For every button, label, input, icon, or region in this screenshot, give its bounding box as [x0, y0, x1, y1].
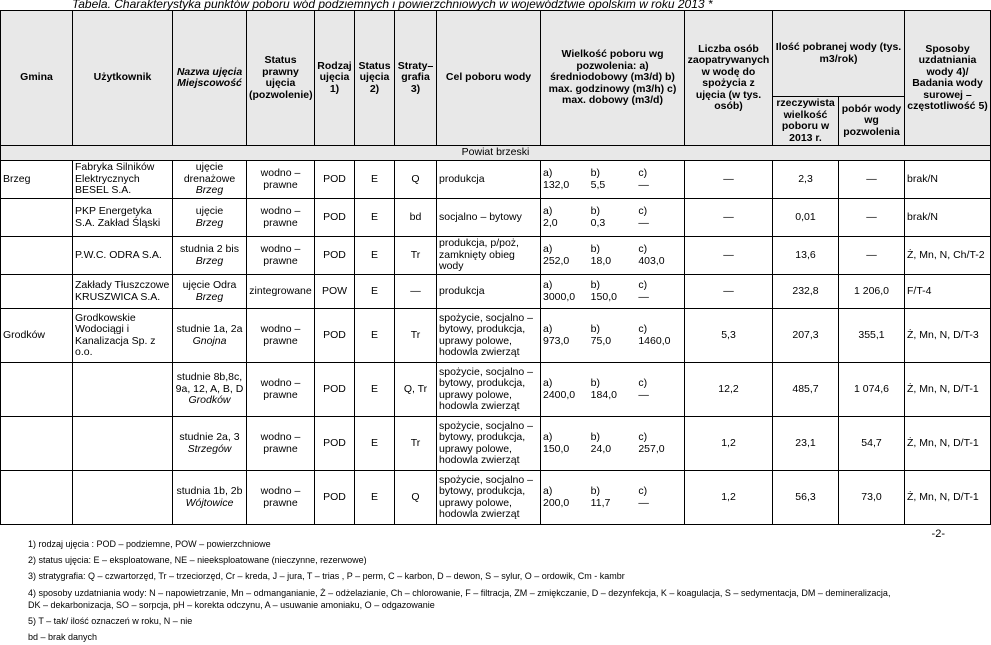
value-b: 11,7: [590, 496, 611, 509]
footnote: 4) sposoby uzdatniania wody: N – napowietrzanie, Mn – odmanganianie, Ż – odżelazianie, Ch – chlorowanie, F – filtracja, ZM – zmiękczanie, D – dezynfekcja, K – koagulacja, S – sedymentacja, DM – demineralizacja,: [28, 587, 891, 598]
table-row: [1, 363, 991, 417]
cell-cel: spożycie, socjalno – bytowy, produkcja, uprawy polowe, hodowla zwierząt: [437, 417, 541, 471]
footnote: DK – dekarbonizacja, SO – sorpcja, pH – korekta odczynu, A – usuwanie amoniaku, O – odgazowanie: [28, 599, 435, 610]
cell-wielkosc: [541, 275, 685, 309]
value-a: 150,0: [543, 442, 570, 455]
header-stratygrafia: Straty– grafia 3): [395, 11, 437, 146]
label-a: a): [543, 431, 553, 443]
cell-uzytkownik: [73, 417, 173, 471]
cell-status: E: [355, 199, 395, 237]
value-a: 2400,0: [543, 388, 576, 401]
cell-wielkosc: [541, 161, 685, 199]
page-number: -2-: [931, 528, 945, 540]
value-b: 0,3: [590, 216, 606, 229]
header-nazwa: Nazwa ujęcia Miejscowość: [173, 11, 247, 146]
cell-status: E: [355, 417, 395, 471]
table-row: [1, 199, 991, 237]
table-row: [1, 309, 991, 363]
cell-sposoby: Ż, Mn, N, D/T-1: [905, 417, 991, 471]
cell-uzytkownik: Grodkowskie Wodociągi i Kanalizacja Sp. z o.o.: [73, 309, 173, 363]
cell-cel: produkcja, p/poż, zamknięty obieg wody: [437, 237, 541, 275]
value-c: —: [638, 388, 649, 401]
cell-uzytkownik: P.W.C. ODRA S.A.: [73, 237, 173, 275]
cell-stratygrafia: —: [395, 275, 437, 309]
cell-status-prawny: wodno – prawne: [247, 417, 315, 471]
cell-uzytkownik: Fabryka Silników Elektrycznych BESEL S.A.: [73, 161, 173, 199]
cell-status: E: [355, 275, 395, 309]
table-row: [1, 275, 991, 309]
cell-gmina: Brzeg: [1, 161, 73, 199]
table-row: [1, 237, 991, 275]
value-c: —: [638, 178, 649, 191]
value-c: 403,0: [638, 254, 665, 267]
header-rzeczywista: rzeczywista wielkość poboru w 2013 r.: [773, 97, 839, 146]
cell-wielkosc: [541, 417, 685, 471]
value-c: —: [638, 216, 649, 229]
cell-pobor: 54,7: [839, 417, 905, 471]
intake-name: studnie 8b,8c, 9a, 12, A, B, D: [175, 371, 244, 395]
intake-name: ujęcie: [195, 205, 224, 217]
cell-sposoby: Ż, Mn, N, Ch/T-2: [905, 237, 991, 275]
cell-nazwa: [173, 363, 247, 417]
value-a: 132,0: [543, 178, 570, 191]
table-row: [1, 417, 991, 471]
footnote: bd – brak danych: [28, 632, 98, 643]
intake-locality: Grodków: [188, 394, 231, 407]
cell-liczba: —: [685, 161, 773, 199]
cell-status-prawny: wodno – prawne: [247, 161, 315, 199]
cell-pobor: 1 074,6: [839, 363, 905, 417]
header-rodzaj: Rodzaj ujęcia 1): [315, 11, 355, 146]
intake-name: ujęcie drenażowe: [183, 161, 236, 185]
cell-gmina: [1, 471, 73, 525]
label-c: c): [638, 377, 648, 389]
label-a: a): [543, 167, 553, 179]
cell-rzeczywista: 13,6: [773, 237, 839, 275]
cell-pobor: —: [839, 199, 905, 237]
label-b: b): [590, 167, 601, 179]
cell-liczba: 5,3: [685, 309, 773, 363]
cell-pobor: —: [839, 237, 905, 275]
table-title: Tabela. Charakterystyka punktów poboru wód podziemnych i powierzchniowych w województwie opolskim w roku 2013 *: [72, 0, 713, 11]
cell-pobor: 1 206,0: [839, 275, 905, 309]
cell-liczba: 1,2: [685, 417, 773, 471]
cell-pobor: 73,0: [839, 471, 905, 525]
cell-liczba: 1,2: [685, 471, 773, 525]
label-b: b): [590, 431, 601, 443]
label-c: c): [638, 205, 648, 217]
label-c: c): [638, 431, 648, 443]
value-c: —: [638, 290, 649, 303]
cell-status-prawny: wodno – prawne: [247, 199, 315, 237]
cell-rzeczywista: 56,3: [773, 471, 839, 525]
header-ilosc: Ilość pobranej wody (tys. m3/rok): [773, 11, 905, 97]
label-a: a): [543, 323, 553, 335]
value-a: 2,0: [543, 216, 558, 229]
cell-uzytkownik: [73, 471, 173, 525]
cell-uzytkownik: [73, 363, 173, 417]
cell-pobor: —: [839, 161, 905, 199]
footnote: 3) stratygrafia: Q – czwartorzęd, Tr – trzeciorzęd, Cr – kreda, J – jura, T – trias , P – perm, C – karbon, D – dewon, S – sylur, O – ordowik, Cm - kambr: [28, 571, 625, 582]
intake-locality: Strzegów: [187, 442, 232, 455]
cell-uzytkownik: Zakłady Tłuszczowe KRUSZWICA S.A.: [73, 275, 173, 309]
cell-stratygrafia: Tr: [395, 417, 437, 471]
label-b: b): [590, 243, 601, 255]
cell-wielkosc: [541, 363, 685, 417]
header-status-prawny: Status prawny ujęcia (pozwolenie): [247, 11, 315, 146]
cell-pobor: 355,1: [839, 309, 905, 363]
cell-nazwa: [173, 417, 247, 471]
cell-liczba: —: [685, 237, 773, 275]
footnote: 2) status ujęcia: E – eksploatowane, NE – nieeksploatowane (nieczynne, rezerwowe): [28, 555, 367, 566]
cell-rodzaj: POD: [315, 237, 355, 275]
value-b: 184,0: [590, 388, 617, 401]
cell-liczba: —: [685, 275, 773, 309]
cell-cel: produkcja: [437, 275, 541, 309]
cell-gmina: [1, 363, 73, 417]
header-status: Status ujęcia 2): [355, 11, 395, 146]
cell-wielkosc: [541, 199, 685, 237]
cell-rodzaj: POD: [315, 363, 355, 417]
label-b: b): [590, 377, 601, 389]
cell-wielkosc: [541, 237, 685, 275]
cell-status: E: [355, 309, 395, 363]
cell-gmina: [1, 199, 73, 237]
cell-cel: produkcja: [437, 161, 541, 199]
cell-rzeczywista: 485,7: [773, 363, 839, 417]
cell-rodzaj: POD: [315, 417, 355, 471]
label-c: c): [638, 279, 648, 291]
value-b: 150,0: [590, 290, 617, 303]
label-c: c): [638, 167, 648, 179]
header-pobor: pobór wody wg pozwolenia: [839, 97, 905, 146]
cell-rzeczywista: 232,8: [773, 275, 839, 309]
cell-cel: spożycie, socjalno – bytowy, produkcja, uprawy polowe, hodowla zwierząt: [437, 309, 541, 363]
cell-rzeczywista: 2,3: [773, 161, 839, 199]
value-b: 24,0: [590, 442, 612, 455]
label-a: a): [543, 377, 553, 389]
cell-nazwa: [173, 309, 247, 363]
cell-stratygrafia: bd: [395, 199, 437, 237]
label-a: a): [543, 243, 553, 255]
cell-uzytkownik: PKP Energetyka S.A. Zakład Śląski: [73, 199, 173, 237]
value-b: 5,5: [590, 178, 606, 191]
label-b: b): [590, 205, 601, 217]
cell-liczba: —: [685, 199, 773, 237]
intake-locality: Gnojna: [192, 334, 227, 347]
value-c: —: [638, 496, 649, 509]
label-a: a): [543, 485, 553, 497]
cell-nazwa: [173, 161, 247, 199]
intake-locality: Wójtowice: [185, 496, 234, 509]
label-b: b): [590, 279, 601, 291]
data-table: [0, 10, 991, 525]
cell-sposoby: F/T-4: [905, 275, 991, 309]
cell-rzeczywista: 207,3: [773, 309, 839, 363]
intake-name: studnie 1a, 2a: [176, 323, 243, 335]
cell-rodzaj: POD: [315, 161, 355, 199]
cell-cel: spożycie, socjalno – bytowy, produkcja, uprawy polowe, hodowla zwierząt: [437, 471, 541, 525]
cell-status: E: [355, 161, 395, 199]
cell-liczba: 12,2: [685, 363, 773, 417]
footnote: 1) rodzaj ujęcia : POD – podziemne, POW – powierzchniowe: [28, 539, 271, 549]
cell-cel: spożycie, socjalno – bytowy, produkcja, uprawy polowe, hodowla zwierząt: [437, 363, 541, 417]
cell-status: E: [355, 471, 395, 525]
value-b: 18,0: [590, 254, 612, 267]
header-cel: Cel poboru wody: [437, 11, 541, 146]
label-c: c): [638, 243, 648, 255]
cell-gmina: Grodków: [1, 309, 73, 363]
cell-status-prawny: wodno – prawne: [247, 471, 315, 525]
value-a: 3000,0: [543, 290, 576, 303]
label-a: a): [543, 279, 553, 291]
cell-rodzaj: POD: [315, 471, 355, 525]
cell-nazwa: [173, 471, 247, 525]
label-a: a): [543, 205, 553, 217]
intake-locality: Brzeg: [195, 290, 224, 303]
cell-gmina: [1, 275, 73, 309]
cell-sposoby: Ż, Mn, N, D/T-1: [905, 363, 991, 417]
footnote: 5) T – tak/ ilość oznaczeń w roku, N – nie: [28, 616, 193, 627]
cell-rodzaj: POW: [315, 275, 355, 309]
cell-nazwa: [173, 275, 247, 309]
intake-name: studnia 1b, 2b: [176, 485, 243, 497]
table-row: [1, 471, 991, 525]
cell-rodzaj: POD: [315, 199, 355, 237]
label-c: c): [638, 323, 648, 335]
cell-stratygrafia: Q, Tr: [395, 363, 437, 417]
cell-sposoby: brak/N: [905, 161, 991, 199]
value-c: 1460,0: [638, 334, 671, 347]
header-wielkosc: Wielkość poboru wg pozwolenia: a) średniodobowy (m3/d) b) max. godzinowy (m3/h) c) max. dobowy (m3/d): [541, 11, 685, 146]
intake-name: studnie 2a, 3: [179, 431, 240, 443]
cell-cel: socjalno – bytowy: [437, 199, 541, 237]
cell-rzeczywista: 23,1: [773, 417, 839, 471]
value-a: 200,0: [543, 496, 570, 509]
intake-name: ujęcie Odra: [182, 279, 237, 291]
cell-status: E: [355, 237, 395, 275]
cell-gmina: [1, 237, 73, 275]
table-row: [1, 161, 991, 199]
header-uzytkownik: Użytkownik: [73, 11, 173, 146]
value-a: 973,0: [543, 334, 570, 347]
value-a: 252,0: [543, 254, 570, 267]
cell-sposoby: Ż, Mn, N, D/T-1: [905, 471, 991, 525]
intake-name: studnia 2 bis: [180, 243, 239, 255]
label-c: c): [638, 485, 648, 497]
cell-stratygrafia: Q: [395, 161, 437, 199]
cell-sposoby: Ż, Mn, N, D/T-3: [905, 309, 991, 363]
cell-stratygrafia: Q: [395, 471, 437, 525]
intake-locality: Brzeg: [195, 216, 224, 229]
intake-locality: Brzeg: [195, 254, 224, 267]
value-c: 257,0: [638, 442, 665, 455]
header-sposoby: Sposoby uzdatniania wody 4)/ Badania wody surowej – częstotliwość 5): [905, 11, 991, 146]
cell-nazwa: [173, 237, 247, 275]
cell-gmina: [1, 417, 73, 471]
cell-status-prawny: wodno – prawne: [247, 309, 315, 363]
cell-status: E: [355, 363, 395, 417]
header-liczba: Liczba osób zaopatrywanych w wodę do spożycia z ujęcia (w tys. osób): [685, 11, 773, 146]
cell-status-prawny: wodno – prawne: [247, 363, 315, 417]
cell-status-prawny: zintegrowane: [247, 275, 315, 309]
cell-nazwa: [173, 199, 247, 237]
cell-stratygrafia: Tr: [395, 237, 437, 275]
cell-rodzaj: POD: [315, 309, 355, 363]
cell-sposoby: brak/N: [905, 199, 991, 237]
label-b: b): [590, 323, 601, 335]
header-gmina: Gmina: [1, 11, 73, 146]
intake-locality: Brzeg: [195, 184, 224, 197]
cell-wielkosc: [541, 309, 685, 363]
value-b: 75,0: [590, 334, 612, 347]
cell-status-prawny: wodno – prawne: [247, 237, 315, 275]
cell-wielkosc: [541, 471, 685, 525]
cell-rzeczywista: 0,01: [773, 199, 839, 237]
label-b: b): [590, 485, 601, 497]
section-powiat: Powiat brzeski: [1, 146, 991, 161]
footnotes: [28, 538, 908, 643]
cell-stratygrafia: Tr: [395, 309, 437, 363]
